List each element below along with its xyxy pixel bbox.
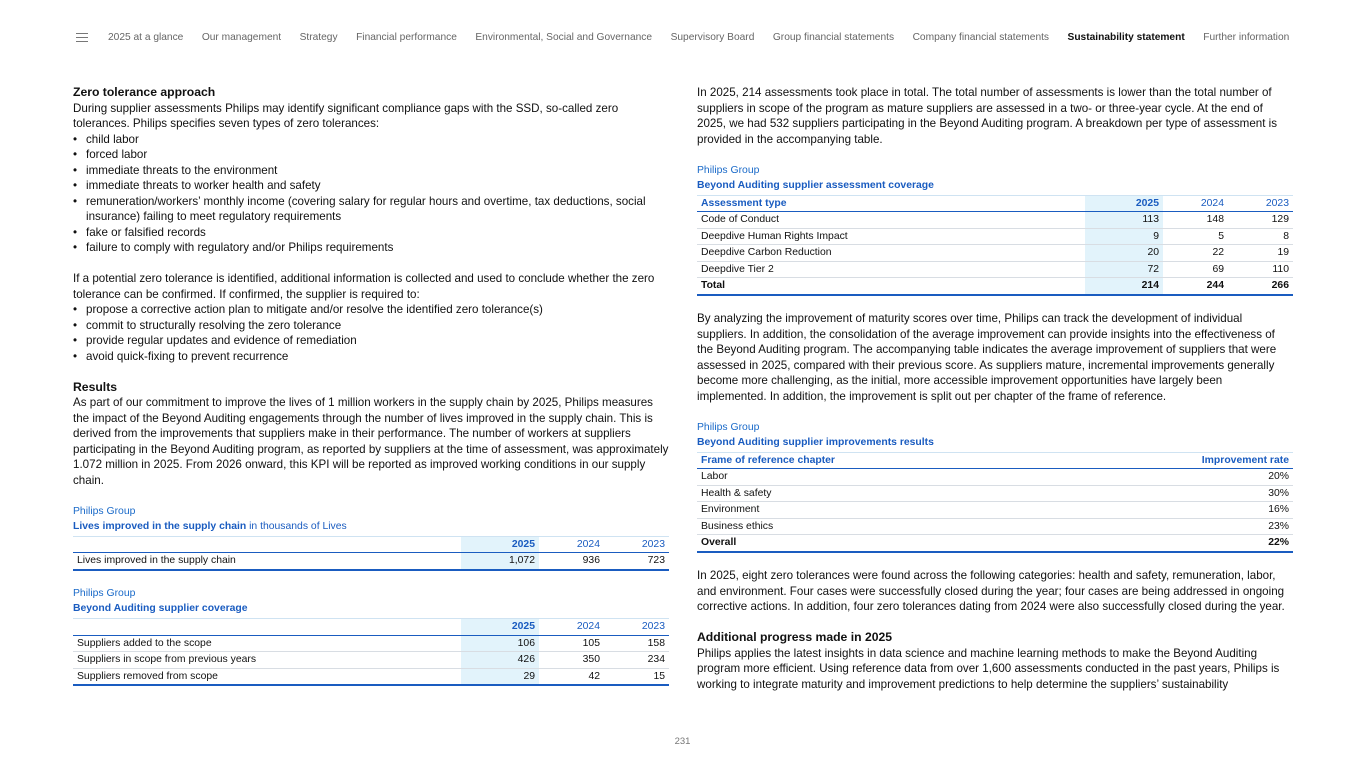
paragraph: In 2025, 214 assessments took place in total. The total number of assessments is lower than the total number of suppliers in scope of the program as mature suppliers are assessed in a two- or three-year cycle. At the end of 2025, we had 532 suppliers participating in the Beyond Auditing program. A breakdown per type of assessment is provided in the accompanying table. xyxy=(697,86,1278,146)
column-header: 2023 xyxy=(604,619,669,636)
paragraph: As part of our commitment to improve the lives of 1 million workers in the supply chain by 2025, Philips measures the impact of the Beyond Auditing engagements through the number of lives improved in the supply chain. This is derived from the improvements that suppliers make in their performance. The number of workers at suppliers participating in the Beyond Auditing program, as reported by suppliers at the time of assessment, was approximately 1.072 million in 2025. From 2026 onward, this KPI will be reported as improved working conditions in our supply chain. xyxy=(73,396,669,487)
progress-heading: Additional progress made in 2025 xyxy=(697,630,893,644)
column-header: 2024 xyxy=(1163,195,1228,212)
column-header: 2023 xyxy=(604,536,669,553)
nav-item[interactable]: Environmental, Social and Governance xyxy=(475,32,653,43)
top-navigation xyxy=(76,30,1308,46)
cell: 723 xyxy=(604,553,669,570)
assessment-coverage-table xyxy=(697,195,1293,296)
results-heading: Results xyxy=(73,379,118,394)
table-row xyxy=(697,518,1293,535)
cell: 19 xyxy=(1228,245,1293,262)
table-row xyxy=(697,469,1293,486)
list-item: • commit to structurally resolving the zero tolerance xyxy=(73,318,669,334)
table-group: Philips Group xyxy=(697,421,760,433)
cell: Total xyxy=(697,278,1085,295)
table-title: Beyond Auditing supplier improvements results xyxy=(697,436,934,448)
nav-item[interactable]: Further information xyxy=(1203,32,1290,43)
column-header: 2025 xyxy=(1085,195,1163,212)
cell: 234 xyxy=(604,652,669,669)
cell: Health & safety xyxy=(697,485,1054,502)
cell: 106 xyxy=(461,635,539,652)
column-header: 2024 xyxy=(539,536,604,553)
cell: 22% xyxy=(1054,535,1293,552)
list-item: • fake or falsified records xyxy=(73,225,669,241)
zero-tolerance-heading: Zero tolerance approach xyxy=(73,85,216,99)
cell: Overall xyxy=(697,535,1054,552)
cell: 426 xyxy=(461,652,539,669)
supplier-coverage-table xyxy=(73,618,669,686)
cell: Suppliers added to the scope xyxy=(73,635,461,652)
cell: Suppliers in scope from previous years xyxy=(73,652,461,669)
page-number: 231 xyxy=(674,736,691,747)
cell: Deepdive Carbon Reduction xyxy=(697,245,1085,262)
cell: 5 xyxy=(1163,228,1228,245)
nav-item[interactable]: Company financial statements xyxy=(912,32,1050,43)
column-header xyxy=(73,536,461,553)
cell: 266 xyxy=(1228,278,1293,295)
table-group: Philips Group xyxy=(73,505,136,517)
table-title: Beyond Auditing supplier coverage xyxy=(73,603,248,614)
cell: Code of Conduct xyxy=(697,212,1085,229)
table-row xyxy=(73,668,669,685)
paragraph: If a potential zero tolerance is identified, additional information is collected and used to conclude whether the zero tolerance can be confirmed. If confirmed, the supplier is required to: xyxy=(73,272,655,301)
cell: 30% xyxy=(1054,485,1293,502)
list-item: • child labor xyxy=(73,132,669,148)
cell: Business ethics xyxy=(697,518,1054,535)
table-row xyxy=(73,635,669,652)
table-group: Philips Group xyxy=(73,588,136,599)
left-column xyxy=(73,85,669,686)
cell: 214 xyxy=(1085,278,1163,295)
table-group: Philips Group xyxy=(697,164,760,176)
cell: 72 xyxy=(1085,261,1163,278)
table-row xyxy=(697,212,1293,229)
table-row xyxy=(697,261,1293,278)
table-row xyxy=(697,245,1293,262)
cell: 16% xyxy=(1054,502,1293,519)
nav-item-active[interactable]: Sustainability statement xyxy=(1067,32,1185,43)
cell: 244 xyxy=(1163,278,1228,295)
cell: Deepdive Tier 2 xyxy=(697,261,1085,278)
total-row xyxy=(697,535,1293,552)
table-title: Beyond Auditing supplier assessment coverage xyxy=(697,179,934,191)
hamburger-menu-icon[interactable] xyxy=(76,33,88,42)
cell: 20% xyxy=(1054,469,1293,486)
cell: Environment xyxy=(697,502,1054,519)
list-item: • provide regular updates and evidence of remediation xyxy=(73,333,669,349)
cell: 148 xyxy=(1163,212,1228,229)
column-header: Assessment type xyxy=(697,195,1085,212)
table-row xyxy=(697,502,1293,519)
nav-item[interactable]: Our management xyxy=(201,32,282,43)
column-header: 2025 xyxy=(461,536,539,553)
cell: 105 xyxy=(539,635,604,652)
nav-item[interactable]: Financial performance xyxy=(356,32,457,43)
lives-improved-table xyxy=(73,536,669,571)
column-header: 2025 xyxy=(461,619,539,636)
cell: 15 xyxy=(604,668,669,685)
zero-tolerance-list xyxy=(73,132,669,256)
cell: 69 xyxy=(1163,261,1228,278)
nav-item[interactable]: 2025 at a glance xyxy=(108,32,184,43)
cell: Deepdive Human Rights Impact xyxy=(697,228,1085,245)
table-title-unit: in thousands of Lives xyxy=(249,520,347,532)
list-item: • failure to comply with regulatory and/or Philips requirements xyxy=(73,240,669,256)
table-row xyxy=(697,228,1293,245)
requirements-list xyxy=(73,302,669,364)
cell: 8 xyxy=(1228,228,1293,245)
cell: Suppliers removed from scope xyxy=(73,668,461,685)
column-header: 2023 xyxy=(1228,195,1293,212)
paragraph: By analyzing the improvement of maturity scores over time, Philips can track the development of individual suppliers. In addition, the consolidation of the average improvement can provide insights into the effectiveness of the Beyond Auditing program. The accompanying table indicates the average improvement of suppliers that were assessed in 2025, compared with their previous score. As suppliers mature, incremental improvements generally become more challenging, as the initial, more accessible improvement opportunities have largely been implemented. In addition, the improvement is split out per chapter of the frame of reference. xyxy=(697,312,1277,403)
column-header xyxy=(73,619,461,636)
list-item: • forced labor xyxy=(73,147,669,163)
list-item: • immediate threats to worker health and safety xyxy=(73,178,669,194)
cell: 113 xyxy=(1085,212,1163,229)
table-title xyxy=(73,519,669,534)
list-item: • avoid quick-fixing to prevent recurrence xyxy=(73,349,669,365)
cell: Lives improved in the supply chain xyxy=(73,553,461,570)
cell: 22 xyxy=(1163,245,1228,262)
right-column xyxy=(697,85,1293,692)
cell: 350 xyxy=(539,652,604,669)
table-row xyxy=(73,652,669,669)
cell: 9 xyxy=(1085,228,1163,245)
column-header: Improvement rate xyxy=(1054,452,1293,469)
cell: 1,072 xyxy=(461,553,539,570)
total-row xyxy=(697,278,1293,295)
paragraph: In 2025, eight zero tolerances were found across the following categories: health and safety, remuneration, labor, and environment. Four cases were successfully closed during the year; four cases are being addressed in ongoing corrective actions. In addition, four zero tolerances dating from 2024 were also successfully closed during the year. xyxy=(697,569,1285,613)
nav-item[interactable]: Strategy xyxy=(299,32,338,43)
cell: 158 xyxy=(604,635,669,652)
cell: 20 xyxy=(1085,245,1163,262)
table-row xyxy=(697,485,1293,502)
table-title-text: Lives improved in the supply chain xyxy=(73,520,247,532)
cell: 23% xyxy=(1054,518,1293,535)
cell: 29 xyxy=(461,668,539,685)
cell: Labor xyxy=(697,469,1054,486)
column-header: Frame of reference chapter xyxy=(697,452,1054,469)
paragraph: During supplier assessments Philips may identify significant compliance gaps with the SSD, so-called zero tolerances. Philips specifies seven types of zero tolerances: xyxy=(73,101,619,130)
table-row xyxy=(73,553,669,570)
cell: 110 xyxy=(1228,261,1293,278)
cell: 42 xyxy=(539,668,604,685)
nav-item[interactable]: Group financial statements xyxy=(772,32,895,43)
list-item: • remuneration/workers’ monthly income (covering salary for regular hours and overtime, tax deductions, social insurance) failing to meet regulatory requirements xyxy=(73,194,669,225)
cell: 936 xyxy=(539,553,604,570)
column-header: 2024 xyxy=(539,619,604,636)
list-item: • immediate threats to the environment xyxy=(73,163,669,179)
nav-item[interactable]: Supervisory Board xyxy=(670,32,755,43)
list-item: • propose a corrective action plan to mitigate and/or resolve the identified zero tolerance(s) xyxy=(73,302,669,318)
improvements-results-table xyxy=(697,452,1293,553)
cell: 129 xyxy=(1228,212,1293,229)
paragraph: Philips applies the latest insights in data science and machine learning methods to make the Beyond Auditing program more efficient. Using reference data from over 1,600 assessments conducted in the past years, Philips is working to integrate maturity and improvement predictions to help determine the suppliers’ sustainability xyxy=(697,646,1280,691)
